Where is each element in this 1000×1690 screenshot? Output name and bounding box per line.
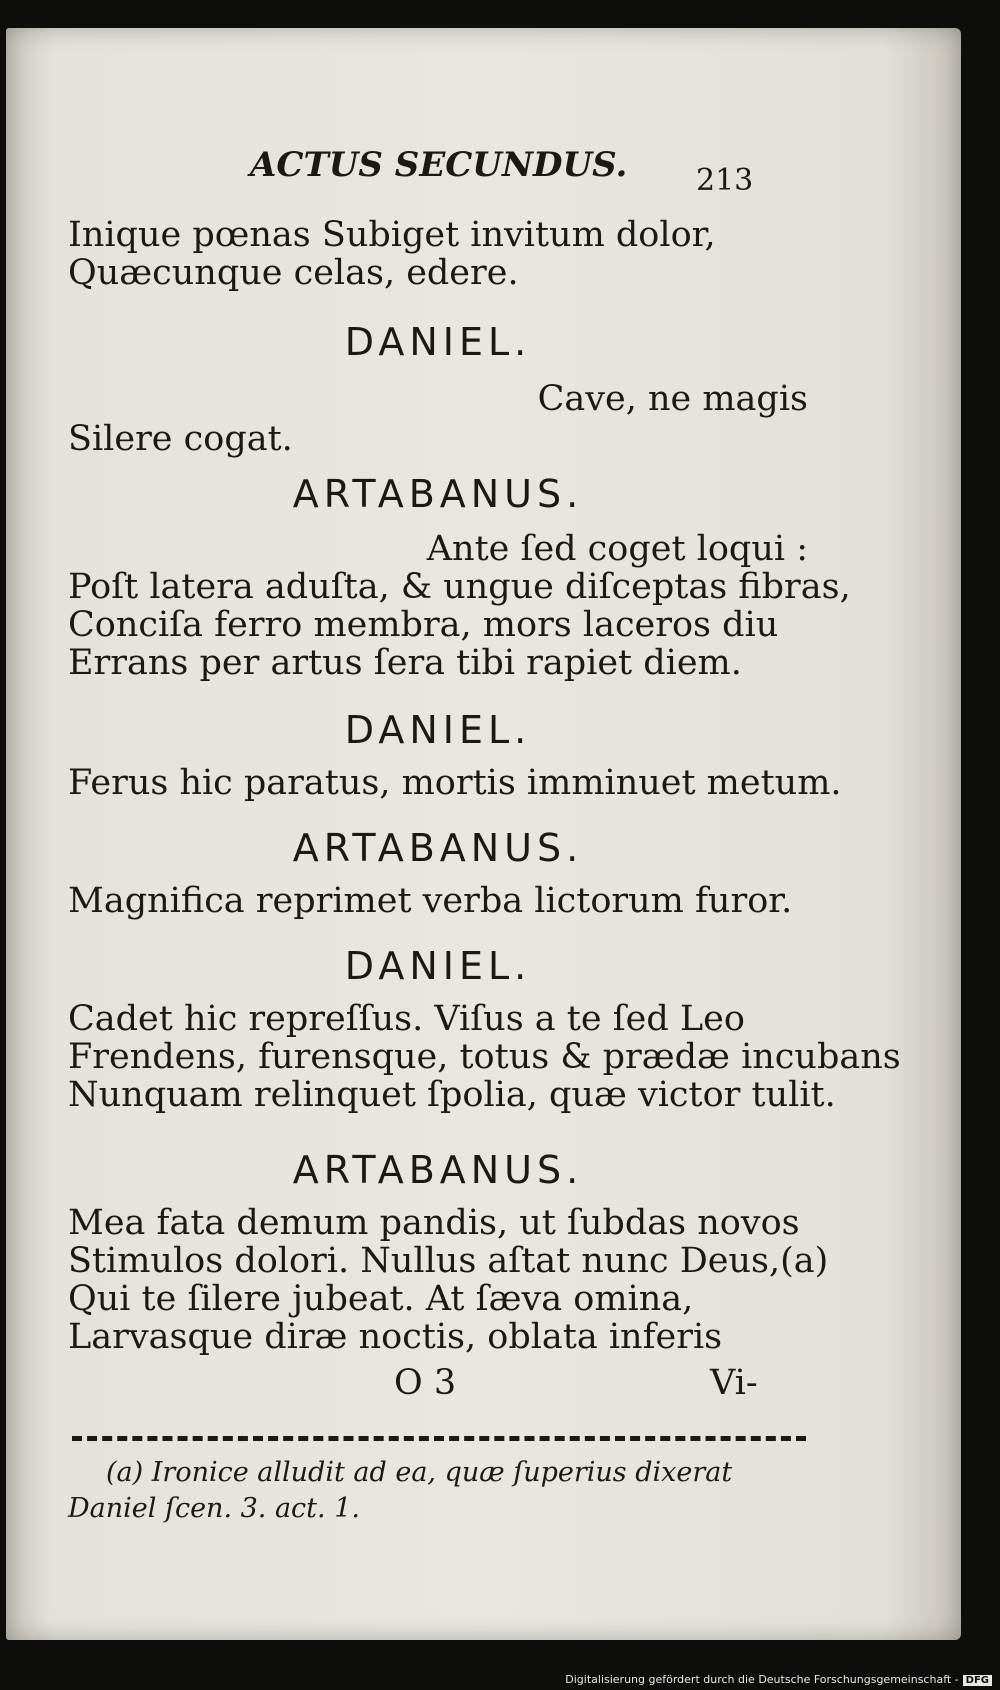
speaker-heading: DANIEL. — [344, 708, 532, 752]
credit-text: Digitalisierung gefördert durch die Deutsche Forschungsgemeinschaft - — [565, 1673, 959, 1686]
verse-block — [68, 567, 851, 683]
verse-block — [68, 380, 808, 418]
verse-line: Magnifica reprimet verba lictorum furor. — [68, 881, 793, 921]
speaker-heading: DANIEL. — [344, 944, 532, 988]
verse-line: Silere cogat. — [68, 419, 293, 459]
dfg-logo: DFG — [963, 1675, 992, 1686]
verse-line: Ante ſed coget loqui : — [426, 529, 808, 569]
book-page — [6, 28, 961, 1640]
verse-block — [68, 1203, 829, 1357]
verse-block — [68, 999, 901, 1115]
verse-block — [68, 420, 808, 458]
verse-line: Inique pœnas Subiget invitum dolor, — [68, 215, 716, 255]
verse-line: Quæcunque celas, edere. — [68, 253, 519, 293]
verse-line: Nunquam relinquet ſpolia, quæ victor tulit. — [68, 1075, 836, 1115]
verse-block — [68, 530, 808, 568]
digitization-credit — [565, 1673, 992, 1686]
verse-line: Poſt latera aduſta, & ungue diſceptas fibras, — [68, 567, 851, 607]
speaker-heading: ARTABANUS. — [292, 1148, 584, 1192]
footnote-rule — [72, 1436, 806, 1441]
verse-line: Frendens, furensque, totus & prædæ incubans — [68, 1037, 901, 1077]
signature-mark: O 3 — [394, 1363, 457, 1403]
verse-line: Mea fata demum pandis, ut ſubdas novos — [68, 1203, 800, 1243]
verse-line: Stimulos dolori. Nullus aſtat nunc Deus,(a) — [68, 1241, 829, 1281]
running-title: ACTUS SECUNDUS. — [250, 145, 628, 185]
verse-block — [68, 216, 808, 292]
verse-line: Cadet hic repreſſus. Viſus a te ſed Leo — [68, 999, 745, 1039]
page-number: 213 — [696, 163, 754, 198]
speaker-heading: ARTABANUS. — [292, 472, 584, 516]
verse-line: Larvasque diræ noctis, oblata inferis — [68, 1317, 723, 1357]
footnote-line: Daniel ſcen. 3. act. 1. — [68, 1493, 360, 1524]
verse-line: Errans per artus ſera tibi rapiet diem. — [68, 643, 742, 683]
verse-line: Qui te ſilere jubeat. At ſæva omina, — [68, 1279, 694, 1319]
speaker-heading: ARTABANUS. — [292, 826, 584, 870]
verse-line: Conciſa ferro membra, mors laceros diu — [68, 605, 779, 645]
verse-block — [68, 882, 808, 920]
verse-line: Cave, ne magis — [537, 379, 808, 419]
speaker-heading: DANIEL. — [344, 320, 532, 364]
verse-line: Ferus hic paratus, mortis imminuet metum. — [68, 763, 842, 803]
footnote-line: (a) Ironice alludit ad ea, quæ ſuperius dixerat — [106, 1457, 733, 1488]
catchword: Vi- — [710, 1363, 758, 1403]
verse-block — [68, 763, 842, 803]
